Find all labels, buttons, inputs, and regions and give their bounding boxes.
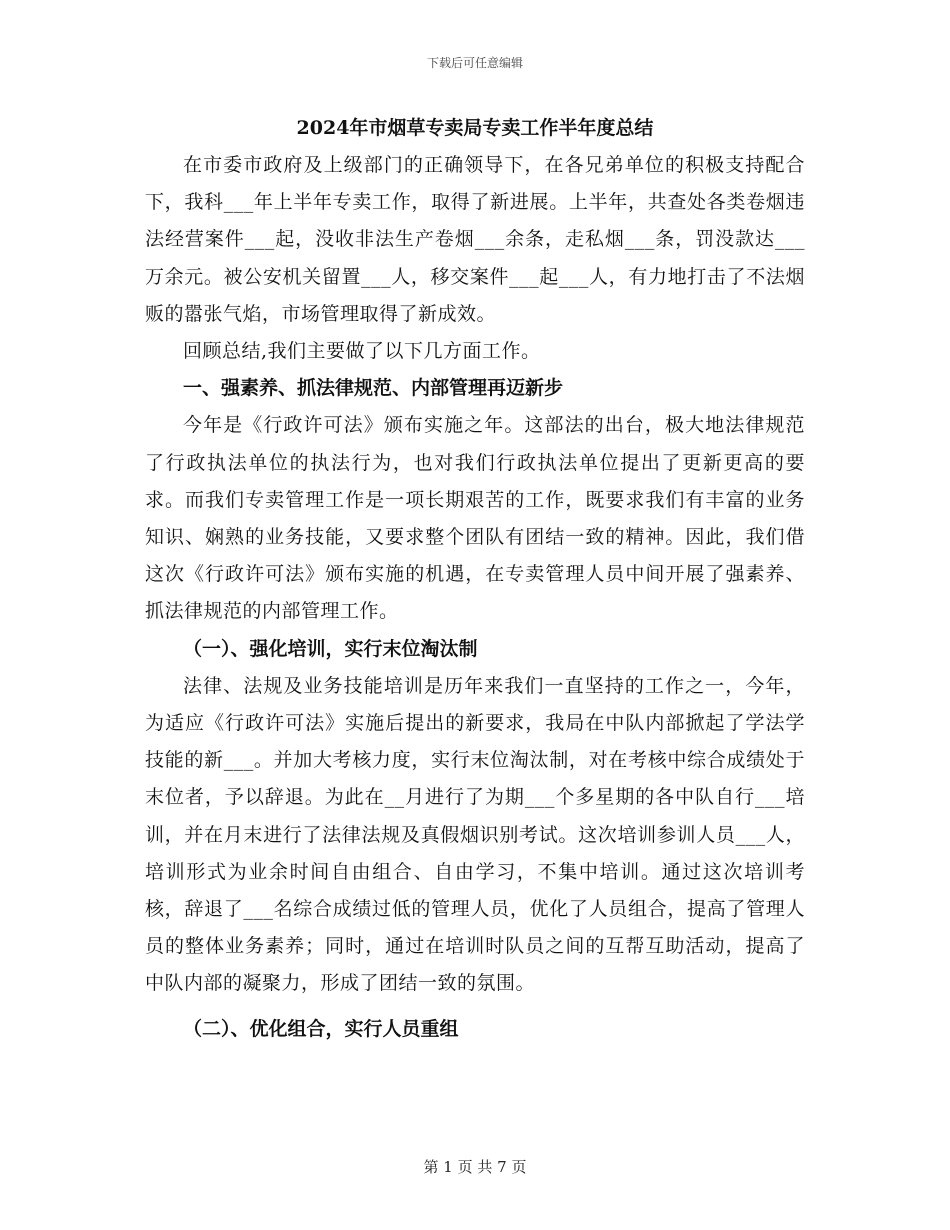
page-number: 第 1 页 共 7 页 [423, 1158, 527, 1176]
document-title: 2024年市烟草专卖局专卖工作半年度总结 [296, 117, 654, 139]
subsection-1-paragraph: 法律、法规及业务技能培训是历年来我们一直坚持的工作之一，今年，为适应《行政许可法》实施后提出的新要求，我局在中队内部掀起了学法学技能的新___。并加大考核力度，实行末位淘汰制，对在考核中综合成绩处于末位者，予以辞退。为此在__月进行了为期___个多星期的各中队自行___培训，并在月末进行了法律法规及真假烟识别考试。这次培训参训人员___人，培训形式为业余时间自由组合、自由学习，不集中培训。通过这次培训考核，辞退了___名综合成绩过低的管理人员，优化了人员组合，提高了管理人员的整体业务素养；同时，通过在培训时队员之间的互帮互助活动，提高了中队内部的凝聚力，形成了团结一致的氛围。 [145, 674, 805, 995]
document-body [145, 110, 805, 1048]
page-header: 下载后可任意编辑 [426, 56, 523, 70]
paragraph-spacer [145, 1003, 805, 1011]
section-1-heading: 一、强素养、抓法律规范、内部管理再迈新步 [183, 377, 564, 400]
section-1-paragraph: 今年是《行政许可法》颁布实施之年。这部法的出台，极大地法律规范了行政执法单位的执法行为，也对我们行政执法单位提出了更新更高的要求。而我们专卖管理工作是一项长期艰苦的工作，既要求我们有丰富的业务知识、娴熟的业务技能，又要求整个团队有团结一致的精神。因此，我们借这次《行政许可法》颁布实施的机遇，在专卖管理人员中间开展了强素养、抓法律规范的内部管理工作。 [145, 414, 805, 623]
intro-paragraph: 在市委市政府及上级部门的正确领导下，在各兄弟单位的积极支持配合下，我科___年上半年专卖工作，取得了新进展。上半年，共查处各类卷烟违法经营案件___起，没收非法生产卷烟___余条，走私烟___条，罚没款达___万余元。被公安机关留置___人，移交案件___起___人，有力地打击了不法烟贩的嚣张气焰，市场管理取得了新成效。 [145, 154, 805, 325]
subsection-1-heading: （一）、强化培训，实行末位淘汰制 [183, 637, 478, 660]
review-paragraph: 回顾总结,我们主要做了以下几方面工作。 [183, 340, 541, 363]
subsection-2-heading: （二）、优化组合，实行人员重组 [183, 1017, 459, 1040]
